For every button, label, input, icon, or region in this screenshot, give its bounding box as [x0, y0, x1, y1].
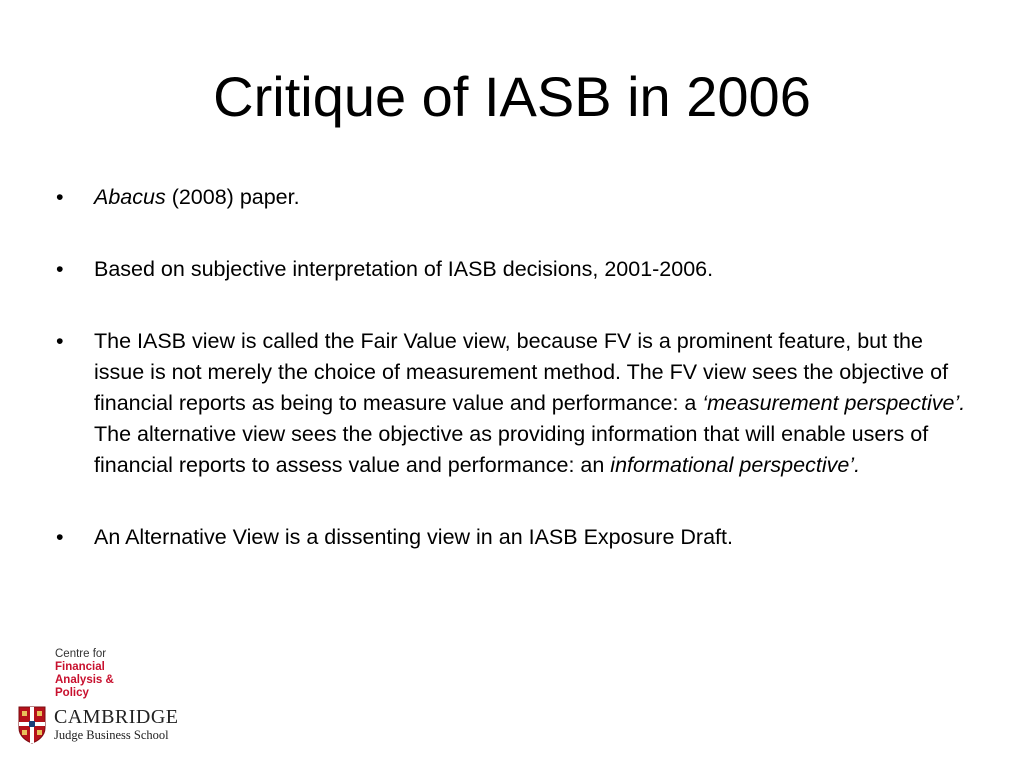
bullet-marker: • [56, 185, 64, 209]
cambridge-subtitle: Judge Business School [54, 728, 169, 742]
bullet-item [52, 182, 972, 213]
cfap-logo [55, 648, 114, 700]
cfap-logo-line: Financial [55, 661, 105, 673]
bullet-text [94, 182, 972, 213]
bullet-text: Based on subjective interpretation of IASB decisions, 2001-2006. [94, 257, 714, 281]
cfap-logo-line: Policy [55, 687, 89, 699]
bullet-marker: • [56, 525, 64, 549]
bullet-item [52, 254, 972, 285]
bullet-item [52, 522, 972, 553]
cambridge-wordmark [54, 707, 179, 743]
cfap-logo-line: Analysis & [55, 674, 114, 686]
cfap-logo-line: Centre for [55, 648, 107, 660]
cambridge-name: CAMBRIDGE [54, 706, 179, 728]
bullet-text-part: The alternative view sees the objective as providing information that will enable users of financial reports to assess value and performance: an [94, 422, 929, 477]
emphasis-informational-perspective: informational perspective’. [610, 453, 861, 477]
journal-name: Abacus [94, 185, 166, 209]
cambridge-shield-icon [18, 706, 46, 744]
bullet-marker: • [56, 329, 64, 353]
bullet-list [52, 182, 972, 594]
bullet-marker: • [56, 257, 64, 281]
bullet-text [94, 326, 972, 481]
emphasis-measurement-perspective: ‘measurement perspective’. [702, 391, 966, 415]
bullet-text: An Alternative View is a dissenting view in an IASB Exposure Draft. [94, 525, 733, 549]
bullet-text-part: (2008) paper. [165, 185, 300, 209]
cambridge-logo [18, 706, 179, 744]
slide-title: Critique of IASB in 2006 [213, 65, 811, 128]
bullet-item [52, 326, 972, 481]
bullet-text-part: The IASB view is called the Fair Value view, because FV is a prominent feature, but the issue is not merely the choice of measurement method. The FV view sees the objective of financial reports as being to measure value and performance: a [94, 329, 949, 415]
